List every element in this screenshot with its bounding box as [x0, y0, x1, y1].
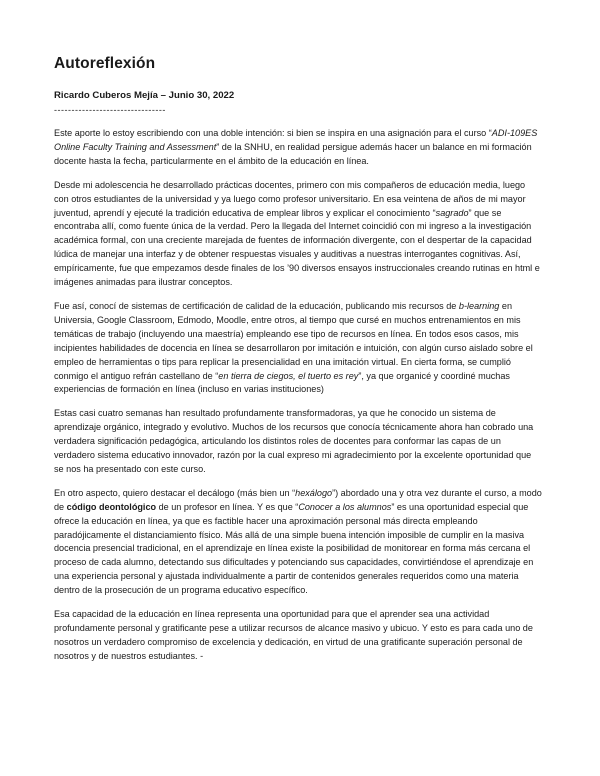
paragraph-3-text: ”, ya que organicé y coordiné muchas experiencias de formación en línea (incluso en varias instituciones)	[54, 370, 510, 395]
paragraph-1	[54, 127, 542, 169]
paragraph-6	[54, 608, 542, 664]
emphasis-text: b-learning	[458, 300, 500, 311]
paragraph-5-text: de un profesor en línea. Y es que “	[156, 501, 299, 512]
paragraph-6-text: Esa capacidad de la educación en línea representa una oportunidad para que el aprender sea una actividad profundamente personal y gratificante pese a utilizar recursos de alcance masivo y ubicuo. Y esto es para cada uno de nosotros un verdadero compromiso de excelencia y dedicación, en virtud de una gratificante superación personal de nosotros y de nuestros estudiantes. -	[54, 609, 533, 661]
paragraph-5-text: En otro aspecto, quiero destacar el decálogo (más bien un “	[54, 487, 296, 498]
paragraph-2-text: ” que se encontraba allí, como fuente única de la verdad. Pero la llegada del Internet coincidió con mi ingreso a la investigación académica formal, con una creciente marejada de fuentes de información divergente, con el despertar de la capacidad lúdica de manejar una interfaz y de obtener respuestas visuales y auditivas a nuestras interrogantes cognitivas. Así, empíricamente, fue que empezamos desde finales de los ’90 diversos ensayos instruccionales creando rutinas en html e imágenes animadas para ilustrar conceptos.	[54, 207, 540, 288]
paragraph-5-text: ” es una oportunidad especial que ofrece la educación en línea, ya que es factible hacer una aproximación personal más directa empleando paradójicamente el distanciamiento físico. Más allá de una simple buena intención imposible de cumplir en la masiva docencia presencial tradicional, en el aprendizaje en línea existe la posibilidad de monitorear en forma más cercana el proceso de cada alumno, detectando sus dificultades y potenciando sus capacidades, convirtiéndose el aprendizaje en una experiencia personal y ajustada individualmente a partir de contenidos generales requeridos como una materia dentro de la prosecución de un programa educativo específico.	[54, 501, 534, 596]
paragraph-2	[54, 179, 542, 290]
paragraph-3-text: Fue así, conocí de sistemas de certificación de calidad de la educación, publicando mis recursos de	[54, 300, 459, 311]
emphasis-text: hexálogo	[295, 487, 333, 498]
paragraph-5	[54, 487, 542, 598]
paragraph-4	[54, 407, 542, 477]
emphasis-text: en tierra de ciegos, el tuerto es rey	[218, 370, 359, 381]
emphasis-text: sagrado	[435, 207, 469, 218]
divider-line: --------------------------------	[54, 105, 166, 115]
bold-term: código deontológico	[66, 501, 157, 512]
emphasis-text: Conocer a los alumnos	[298, 501, 392, 512]
author-line: Ricardo Cuberos Mejía – Junio 30, 2022	[54, 90, 235, 101]
paragraph-3-text: en Universia, Google Classroom, Edmodo, Moodle, entre otros, al tiempo que cursé en muchos entrenamientos en mis temáticas de trabajo (incluyendo una maestría) empleando ese tipo de recursos en línea. En todos esos casos, mis incipientes habilidades de docencia en línea se desarrollaron por imitación e intuición, con algún curso aislado sobre el empleo de herramientas o tips para replicar la presencialidad en una imitación virtual. En cierta forma, se cumplió conmigo el antiguo refrán castellano de “	[54, 300, 533, 381]
paragraph-1-text: Este aporte lo estoy escribiendo con una doble intención: si bien se inspira en una asignación para el curso “	[54, 128, 492, 138]
page-title: Autoreflexión	[54, 55, 156, 72]
paragraph-4-text: Estas casi cuatro semanas han resultado profundamente transformadoras, ya que he conocido un sistema de aprendizaje orgánico, integrado y evolutivo. Muchos de los recursos que conocía técnicamente ahora han cobrado una verdadera significación pedagógica, articulando los distintos roles de docentes para conformar las capas de un verdadero sistema educativo innovador, razón por la cual expreso mi agradecimiento por la excelente oportunidad que se nos ha presentado con este curso.	[54, 408, 534, 474]
paragraph-5-text: ”) abordado una y otra vez durante el curso, a modo de	[54, 487, 542, 512]
course-name: ADI-109ES Online Faculty Training and Assessment	[54, 128, 538, 152]
paragraph-2-text: Desde mi adolescencia he desarrollado prácticas docentes, primero con mis compañeros de educación media, luego con otros estudiantes de la universidad y ya luego como profesor universitario. En esa veintena de años de mi mayor juventud, aprendí y ejecuté la tradición educativa de emplear libros y explicar el conocimiento “	[54, 179, 526, 218]
paragraph-1-text: ” de la SNHU, en realidad persigue además hacer un balance en mi formación docente hasta la fecha, particularmente en el ámbito de la educación en línea.	[54, 141, 532, 166]
paragraph-3	[54, 300, 542, 397]
